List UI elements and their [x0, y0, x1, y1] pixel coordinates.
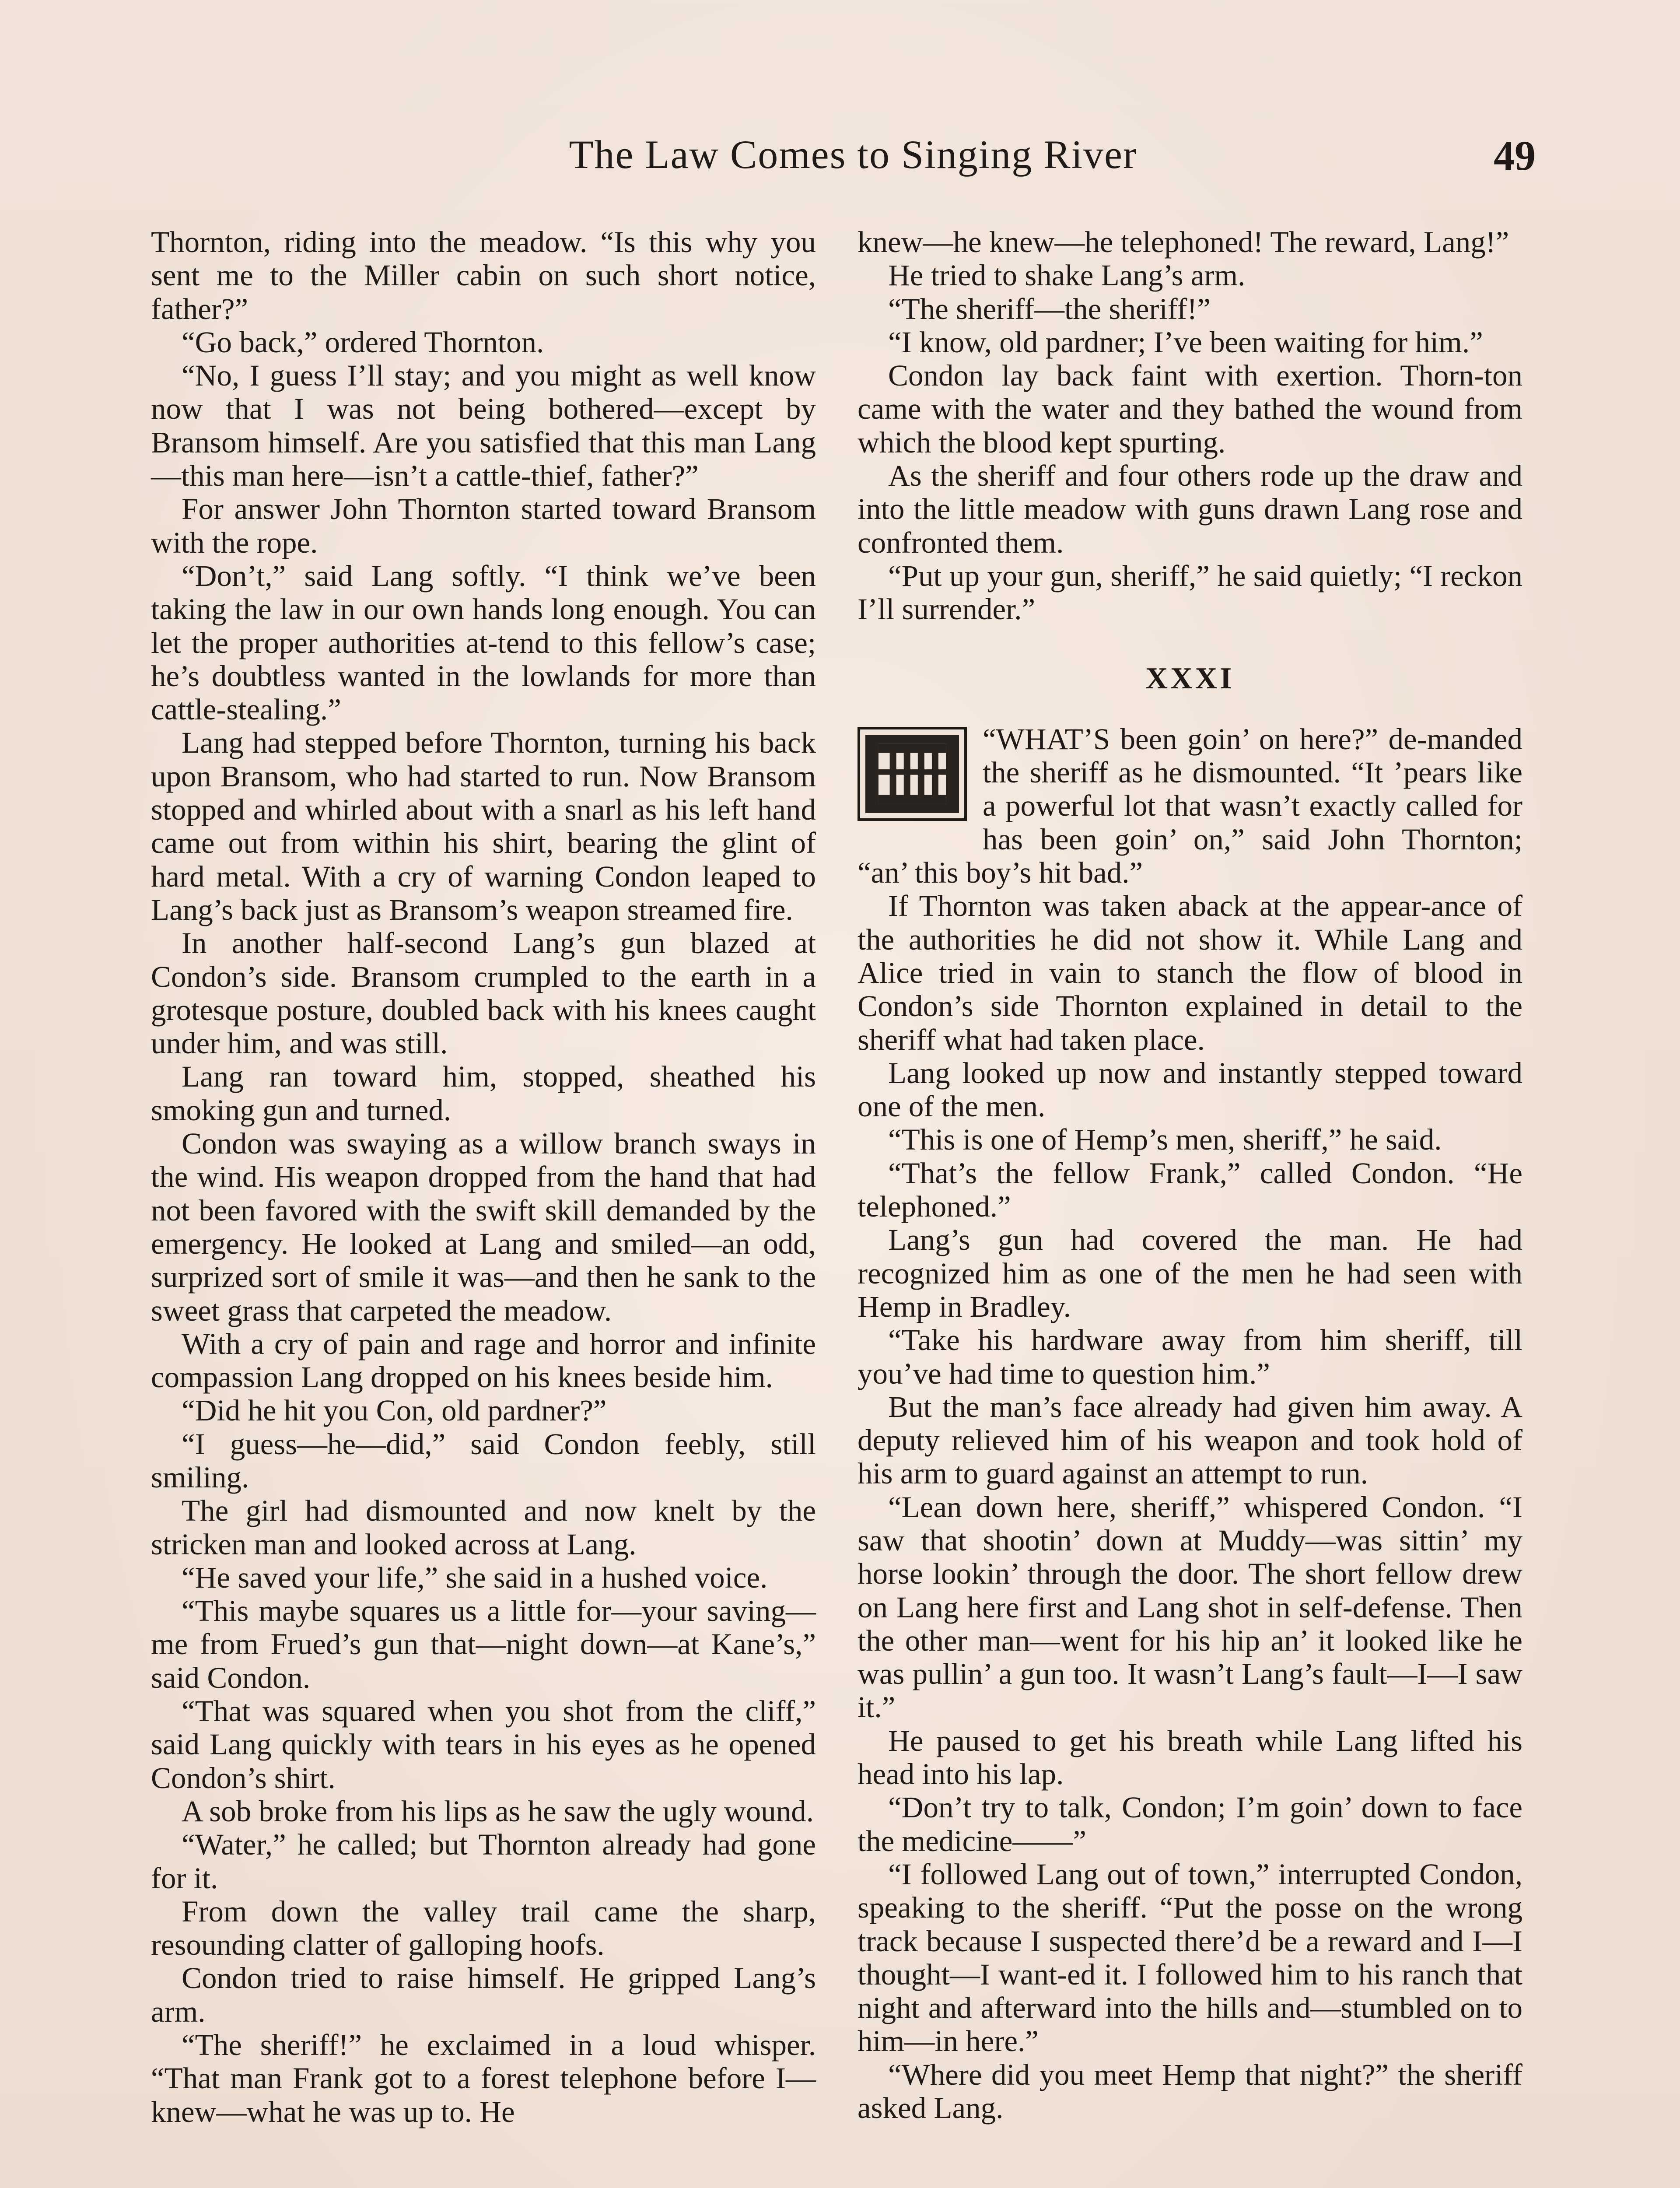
paragraph: “Water,” he called; but Thornton already had gone for it.: [151, 1828, 816, 1895]
paragraph: As the sheriff and four others rode up the draw and into the little meadow with guns drawn Lang rose and confronted them.: [858, 459, 1522, 559]
paragraph: A sob broke from his lips as he saw the ugly wound.: [182, 1794, 814, 1828]
paragraph: “Take his hardware away from him sheriff, till you’ve had time to question him.”: [858, 1323, 1522, 1390]
jail-window-icon: [858, 727, 967, 821]
running-head: [0, 131, 1680, 188]
left-column: [151, 225, 816, 2128]
paragraph: Lang’s gun had covered the man. He had recognized him as one of the men he had seen with Hemp in Bradley.: [858, 1223, 1522, 1323]
paragraph: He paused to get his breath while Lang lifted his head into his lap.: [858, 1724, 1522, 1791]
paragraph: “This maybe squares us a little for—your saving—me from Frued’s gun that—night down—at Kane’s,” said Condon.: [151, 1594, 816, 1694]
chapter-opening: [858, 722, 1522, 889]
paragraph: “Did he hit you Con, old pardner?”: [182, 1394, 607, 1427]
paragraph: For answer John Thornton started toward Bransom with the rope.: [151, 492, 816, 559]
paragraph: “The sheriff—the sheriff!”: [888, 292, 1211, 326]
paragraph: “I guess—he—did,” said Condon feebly, still smiling.: [151, 1427, 816, 1494]
right-column: [858, 225, 1522, 2125]
paragraph: Lang had stepped before Thornton, turning his back upon Bransom, who had started to run. Now Bransom stopped and whirled about with a snarl as his left hand came out from within his shirt, bearing the glint of hard metal. With a cry of warning Condon leaped to Lang’s back just as Bransom’s weapon streamed fire.: [151, 726, 816, 926]
paragraph: “Put up your gun, sheriff,” he said quietly; “I reckon I’ll surrender.”: [858, 559, 1522, 626]
chapter-heading: XXXI: [1145, 661, 1235, 695]
chapter-lead-paragraph: “WHAT’S been goin’ on here?” de-manded the sheriff as he dismounted. “It ’pears like a powerful lot that wasn’t exactly called for has been goin’ on,” said John Thornton; “an’ this boy’s hit bad.”: [858, 722, 1522, 890]
paragraph: In another half-second Lang’s gun blazed at Condon’s side. Bransom crumpled to the earth in a grotesque posture, doubled back with his knees caught under him, and was still.: [151, 926, 816, 1060]
paragraph: He tried to shake Lang’s arm.: [888, 259, 1246, 292]
paragraph: If Thornton was taken aback at the appear-ance of the authorities he did not show it. While Lang and Alice tried in vain to stanch the flow of blood in Condon’s side Thornton explained in detail to the sheriff what had taken place.: [858, 889, 1522, 1056]
paragraph: “He saved your life,” she said in a hushed voice.: [182, 1560, 768, 1594]
paragraph: “That’s the fellow Frank,” called Condon. “He telephoned.”: [858, 1156, 1522, 1224]
paragraph: “No, I guess I’ll stay; and you might as well know now that I was not being bothered—except by Bransom himself. Are you satisfied that this man Lang—this man here—isn’t a cattle-thief, father?”: [151, 359, 816, 493]
paragraph: Condon lay back faint with exertion. Thorn-ton came with the water and they bathed the wound from which the blood kept spurting.: [858, 359, 1522, 459]
paragraph: “I followed Lang out of town,” interrupted Condon, speaking to the sheriff. “Put the posse on the wrong track because I suspected there’d be a reward and I—I thought—I want-ed it. I followed him to his ranch that night and afterward into the hills and—stumbled on to him—in here.”: [858, 1857, 1522, 2058]
paragraph: Lang looked up now and instantly stepped toward one of the men.: [858, 1056, 1522, 1123]
paragraph: “Go back,” ordered Thornton.: [182, 325, 544, 359]
paragraph: The girl had dismounted and now knelt by the stricken man and looked across at Lang.: [151, 1494, 816, 1561]
paragraph: “Lean down here, sheriff,” whispered Condon. “I saw that shootin’ down at Muddy—was sittin’ my horse lookin’ through the door. The short fellow drew on Lang here first and Lang shot in self-defense. Then the other man—went for his hip an’ it looked like he was pullin’ a gun too. It wasn’t Lang’s fault—I—I saw it.”: [858, 1490, 1522, 1724]
paragraph: Lang ran toward him, stopped, sheathed his smoking gun and turned.: [151, 1060, 816, 1127]
paragraph: Condon tried to raise himself. He gripped Lang’s arm.: [151, 1961, 816, 2028]
page-number: 49: [1494, 132, 1536, 179]
paragraph: “Where did you meet Hemp that night?” the sheriff asked Lang.: [858, 2058, 1522, 2125]
paragraph: “That was squared when you shot from the cliff,” said Lang quickly with tears in his eyes as he opened Condon’s shirt.: [151, 1694, 816, 1795]
paragraph: With a cry of pain and rage and horror and infinite compassion Lang dropped on his knees beside him.: [151, 1327, 816, 1394]
running-title: The Law Comes to Singing River: [569, 132, 1138, 177]
paragraph: “Don’t try to talk, Condon; I’m goin’ down to face the medicine——”: [858, 1791, 1522, 1858]
paragraph: Condon was swaying as a willow branch sways in the wind. His weapon dropped from the hand that had not been favored with the swift skill demanded by the emergency. He looked at Lang and smiled—an odd, surprized sort of smile it was—and then he sank to the sweet grass that carpeted the meadow.: [151, 1127, 816, 1327]
paragraph: Thornton, riding into the meadow. “Is this why you sent me to the Miller cabin on such short notice, father?”: [151, 225, 816, 326]
paragraph: “This is one of Hemp’s men, sheriff,” he said.: [888, 1123, 1442, 1157]
paragraph: “Don’t,” said Lang softly. “I think we’ve been taking the law in our own hands long enough. You can let the proper authorities at-tend to this fellow’s case; he’s doubtless wanted in the lowlands for more than cattle-stealing.”: [151, 559, 816, 726]
paragraph: But the man’s face already had given him away. A deputy relieved him of his weapon and took hold of his arm to guard against an attempt to run.: [858, 1390, 1522, 1490]
paragraph: “The sheriff!” he exclaimed in a loud whisper. “That man Frank got to a forest telephone before I—knew—what he was up to. He: [151, 2028, 816, 2128]
paragraph: knew—he knew—he telephoned! The reward, Lang!”: [858, 225, 1509, 259]
paragraph: From down the valley trail came the sharp, resounding clatter of galloping hoofs.: [151, 1894, 816, 1962]
paragraph: “I know, old pardner; I’ve been waiting for him.”: [888, 325, 1483, 359]
